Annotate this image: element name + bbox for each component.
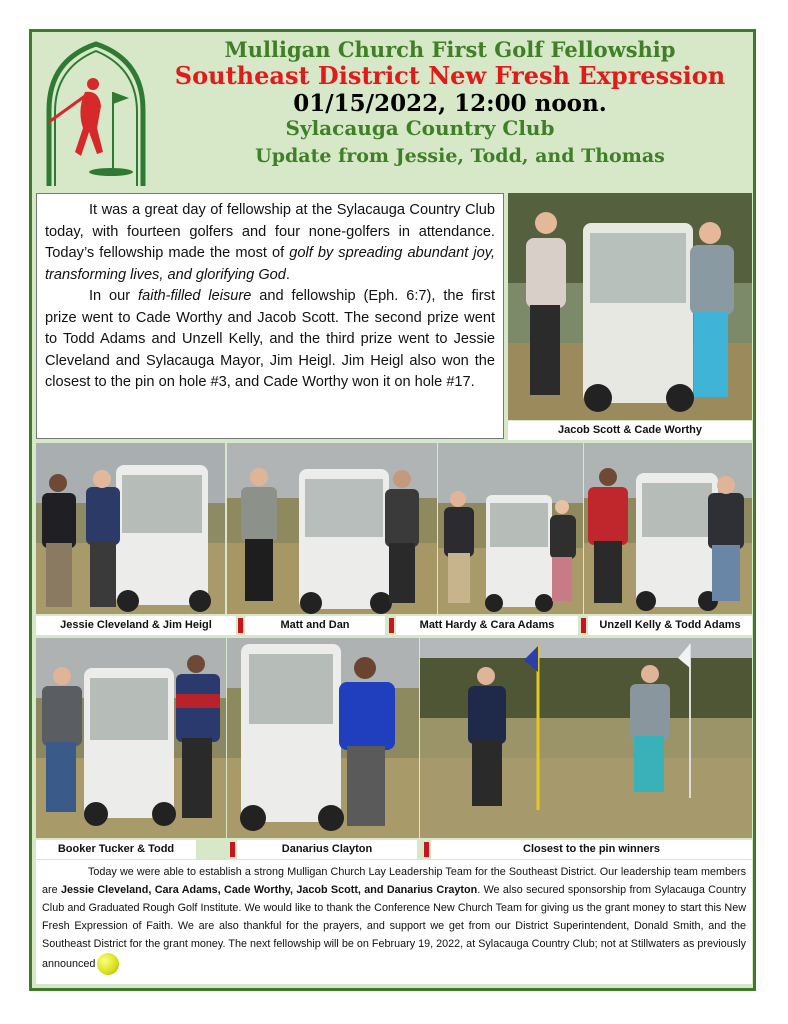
photo-jacob-cade <box>508 193 752 420</box>
header-location: Sylacauga Country Club <box>285 116 555 140</box>
photo-unzell-todd <box>584 443 752 614</box>
caption-danarius: Danarius Clayton <box>237 840 417 859</box>
photo-booker-todd <box>36 638 226 838</box>
caption-divider <box>424 842 429 857</box>
header-date: 01/15/2022, 12:00 noon. <box>293 90 607 117</box>
photo-matt-cara <box>438 443 583 614</box>
header-title: Mulligan Church First Golf Fellowship <box>224 37 676 62</box>
header-update: Update from Jessie, Todd, and Thomas <box>255 145 665 167</box>
caption-matt-dan: Matt and Dan <box>245 616 385 635</box>
golfer-logo-icon <box>41 40 151 188</box>
intro-text-box <box>36 193 504 439</box>
caption-unzell-todd: Unzell Kelly & Todd Adams <box>588 616 752 635</box>
closing-paragraph: Today we were able to establish a strong Mulligan Church Lay Leadership Team for the Southeast District. Our leadership team members are Jessie Cleveland, Cara Adams, Cade Worthy, Jacob Scott, and Danarius Crayton. We also secured sponsorship from Sylacauga Country Club and Graduated Rough Golf Institute. We would like to thank the Conference New Church Team for giving us the grant money to start this New Fresh Expression of Faith. We are also thankful for the prayers, and support we get from our District Superintendent, Donald Smith, and the Southeast District for the grant money. The next fellowship will be on February 19, 2022, at Sylacauga Country Club; not at Stillwaters as previously announced <box>42 863 746 975</box>
caption-closest-pin: Closest to the pin winners <box>431 840 752 859</box>
caption-jacob-cade: Jacob Scott & Cade Worthy <box>508 421 752 440</box>
intro-paragraph-2: In our faith-filled leisure and fellowship (Eph. 6:7), the first prize went to Cade Worthy and Jacob Scott. The second prize went to Todd Adams and Unzell Kelly, and the third prize went to Jessie Cleveland and Sylacauga Mayor, Jim Heigl. Jim Heigl also won the closest to the pin on hole #3, and Cade Worthy won it on hole #17. <box>45 288 496 390</box>
caption-divider <box>581 618 586 633</box>
caption-jessie-jim: Jessie Cleveland & Jim Heigl <box>36 616 236 635</box>
caption-divider <box>238 618 243 633</box>
photo-jessie-jim <box>36 443 225 614</box>
photo-closest-pin <box>420 638 752 838</box>
intro-paragraph-1: It was a great day of fellowship at the Sylacauga Country Club today, with fourteen golfers and four none-golfers in attendance. Today’s fellowship made the most of golf by spreading abundant joy, transforming lives, and glorifying God. <box>45 202 495 283</box>
header-subtitle: Southeast District New Fresh Expression <box>174 61 726 90</box>
golf-ball-icon <box>97 953 119 975</box>
caption-divider <box>230 842 235 857</box>
closing-text-box <box>36 860 752 984</box>
caption-matt-cara: Matt Hardy & Cara Adams <box>396 616 578 635</box>
photo-danarius <box>227 638 419 838</box>
caption-booker-todd: Booker Tucker & Todd <box>36 840 196 859</box>
caption-divider <box>389 618 394 633</box>
photo-matt-dan <box>227 443 437 614</box>
